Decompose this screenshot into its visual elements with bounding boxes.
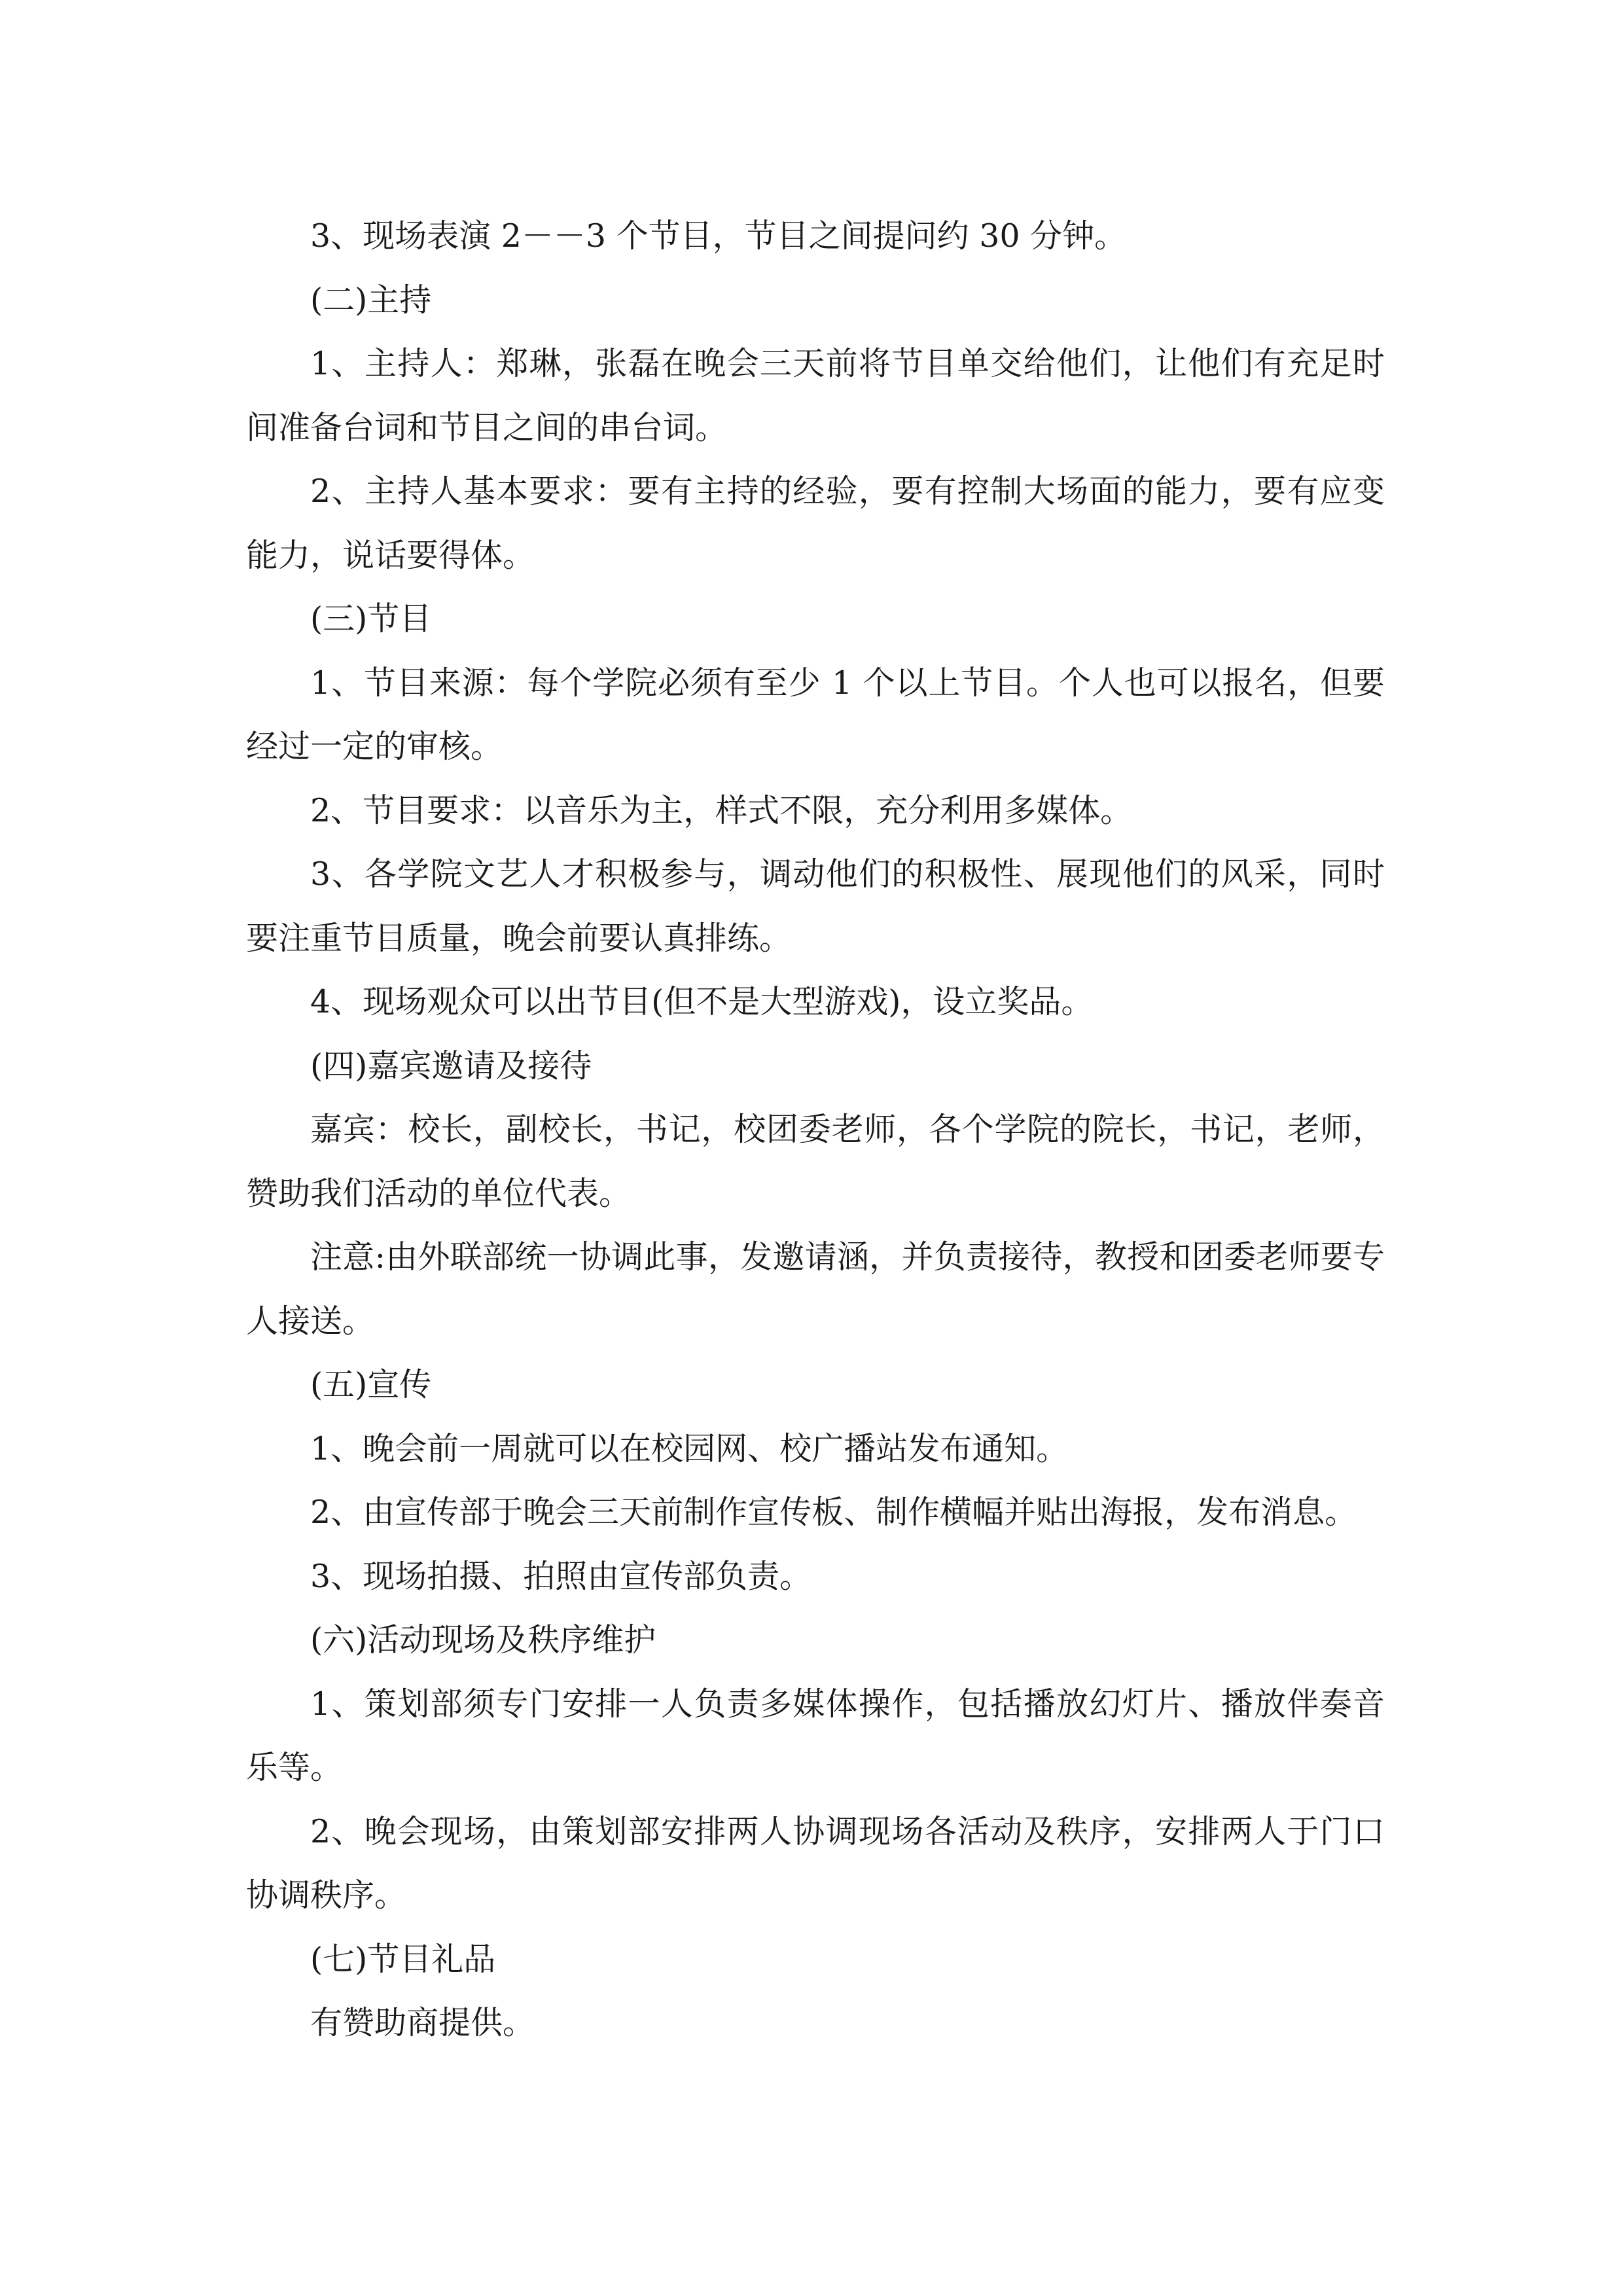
paragraph: 嘉宾：校长，副校长，书记，校团委老师，各个学院的院长，书记，老师，赞助我们活动的单位代表。 (246, 1111, 1385, 1212)
paragraph: 有赞助商提供。 (310, 2004, 535, 2041)
paragraph: 1、晚会前一周就可以在校园网、校广播站发布通知。 (310, 1429, 1069, 1467)
section-heading: (五)宣传 (310, 1366, 432, 1403)
paragraph: 1、主持人：郑琳，张磊在晚会三天前将节目单交给他们，让他们有充足时间准备台词和节目之间的串台词。 (246, 345, 1385, 446)
paragraph: 2、由宣传部于晚会三天前制作宣传板、制作横幅并贴出海报，发布消息。 (310, 1494, 1357, 1531)
section-heading: (七)节目礼品 (310, 1940, 496, 1978)
document-body (246, 204, 1385, 2055)
paragraph: 3、现场拍摄、拍照由宣传部负责。 (310, 1557, 812, 1595)
paragraph: 1、节目来源：每个学院必须有至少 1 个以上节目。个人也可以报名，但要经过一定的审核。 (246, 664, 1385, 765)
paragraph: 注意:由外联部统一协调此事，发邀请涵，并负责接待，教授和团委老师要专人接送。 (246, 1238, 1385, 1340)
section-heading: (三)节目 (310, 600, 432, 637)
paragraph: 2、晚会现场，由策划部安排两人协调现场各活动及秩序，安排两人于门口协调秩序。 (246, 1812, 1385, 1914)
paragraph: 1、策划部须专门安排一人负责多媒体操作，包括播放幻灯片、播放伴奏音乐等。 (246, 1685, 1385, 1786)
section-heading: (六)活动现场及秩序维护 (310, 1621, 656, 1659)
paragraph: 2、节目要求：以音乐为主，样式不限，充分利用多媒体。 (310, 791, 1133, 829)
paragraph: 2、主持人基本要求：要有主持的经验，要有控制大场面的能力，要有应变能力，说话要得体。 (246, 473, 1385, 574)
section-heading: (四)嘉宾邀请及接待 (310, 1047, 592, 1085)
paragraph: 3、现场表演 2－－3 个节目，节目之间提问约 30 分钟。 (310, 217, 1127, 255)
section-heading: (二)主持 (310, 281, 432, 319)
paragraph: 4、现场观众可以出节目(但不是大型游戏)，设立奖品。 (310, 983, 1094, 1020)
paragraph: 3、各学院文艺人才积极参与，调动他们的积极性、展现他们的风采，同时要注重节目质量，晚会前要认真排练。 (246, 855, 1385, 957)
